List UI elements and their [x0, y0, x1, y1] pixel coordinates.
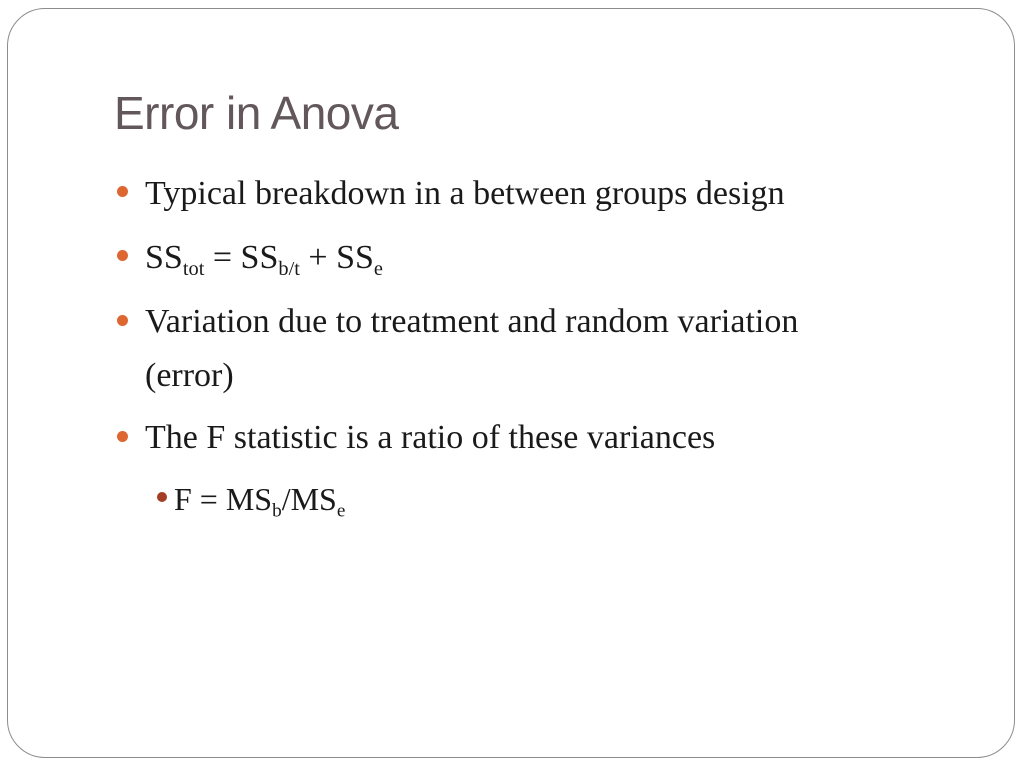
bullet-item-ss-equation [145, 231, 383, 285]
ss-between-term: SS [240, 239, 279, 276]
bullet-item-breakdown [145, 167, 785, 221]
f-formula-part1: F = MS [174, 481, 273, 517]
bullet-dot-icon [117, 431, 128, 442]
f-formula-part2: /MS [281, 481, 337, 517]
subscript-bt: b/t [278, 258, 300, 281]
bullet-item-variation-cont [145, 349, 234, 403]
ss-total-term: SS [145, 239, 183, 276]
bullet-item-f-statistic [145, 411, 715, 465]
slide-title: Error in Anova [114, 87, 399, 139]
bullet-dot-icon [117, 186, 128, 197]
sub-bullet-dot-icon [157, 492, 167, 502]
ss-error-term: SS [336, 239, 374, 276]
equals-sign: = [204, 239, 241, 276]
subscript-b: b [272, 500, 282, 522]
subscript-e: e [373, 258, 383, 281]
bullet-item-variation [145, 295, 798, 349]
subscript-e: e [336, 500, 346, 522]
bullet-text: Typical breakdown in a between groups design [145, 175, 785, 212]
sub-bullet-f-formula [174, 472, 345, 526]
bullet-text-line1: Variation due to treatment and random variation [145, 303, 799, 340]
bullet-text: The F statistic is a ratio of these variances [145, 419, 716, 456]
bullet-dot-icon [117, 250, 128, 261]
subscript-tot: tot [182, 258, 205, 281]
plus-sign: + [299, 239, 337, 276]
bullet-text-line2: (error) [145, 357, 234, 394]
bullet-dot-icon [117, 315, 128, 326]
